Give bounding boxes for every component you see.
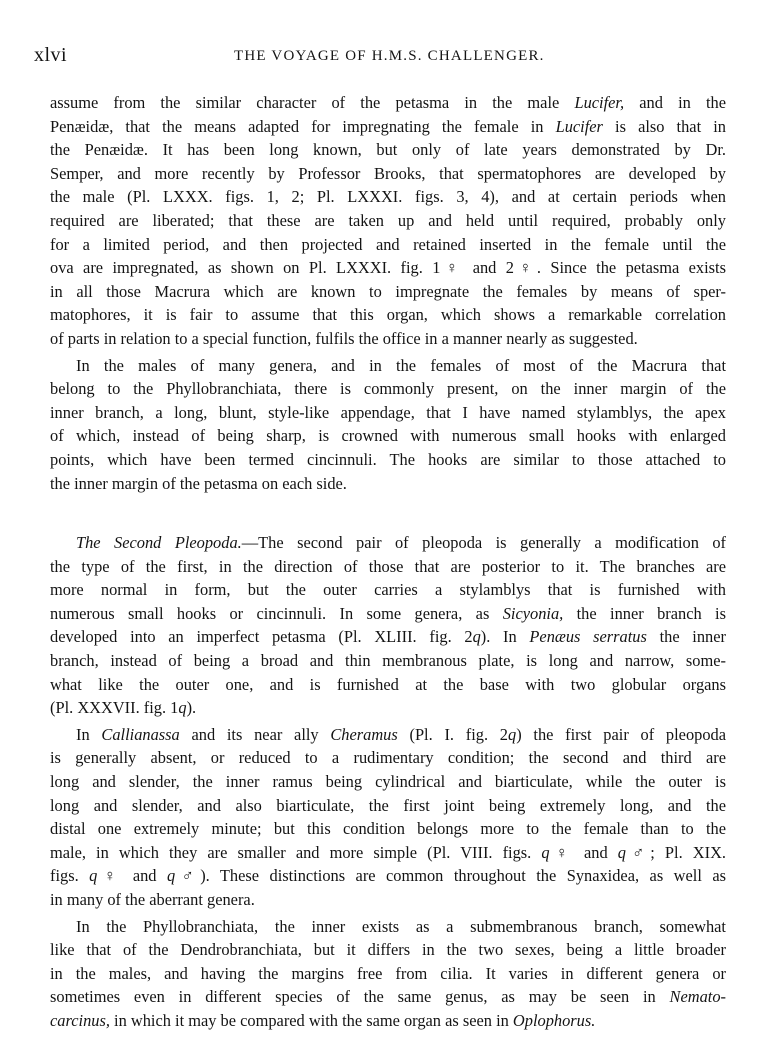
text-line (50, 91, 726, 115)
text-segment: In the Phyllobranchiata, the inner exists as a submembranous branch, somewhat (76, 916, 726, 936)
italic-term: q (508, 724, 517, 744)
petasma-paragraph (50, 91, 726, 351)
text-line (50, 746, 726, 770)
italic-term: q (89, 866, 98, 886)
italic-term: q (178, 698, 187, 718)
text-segment: what like the outer one, and is furnished at the base with two globular organs (50, 674, 726, 694)
text-segment: matophores, it is fair to assume that this organ, which shows a remarkable correlation (50, 305, 726, 325)
page-number: xlvi (34, 44, 68, 66)
text-segment: is also that in (602, 116, 726, 136)
italic-term: Nemato- (669, 987, 726, 1007)
text-line (50, 472, 726, 496)
text-line (50, 578, 726, 602)
text-line (50, 723, 726, 747)
text-segment: is generally absent, or reduced to a rudimentary condition; the second and third are (50, 748, 726, 768)
text-line (50, 625, 726, 649)
text-segment: branch, instead of being a broad and thin membranous plate, is long and narrow, some- (50, 651, 726, 671)
text-line (50, 770, 726, 794)
text-segment: the inner (646, 627, 726, 647)
text-line (50, 985, 726, 1009)
text-segment: and its near ally (179, 724, 331, 744)
italic-term: q (166, 866, 176, 886)
text-line (50, 162, 726, 186)
text-segment: required are liberated; that these are taken up and held until required, probably only (50, 210, 726, 230)
text-segment: for a limited period, and then projected and retained inserted in the female until the (50, 234, 726, 254)
text-segment: distal one extremely minute; but this condition belongs more to the female than to the (50, 819, 726, 839)
text-segment: numerous small hooks or cincinnuli. In some genera, as (50, 603, 503, 623)
text-segment: and in the (624, 93, 726, 112)
text-segment: in the males, and having the margins free from cilia. It varies in different genera or (50, 963, 726, 983)
text-segment: in all those Macrura which are known to impregnate the females by means of sper- (50, 281, 726, 301)
italic-term: q (541, 842, 550, 862)
italic-term: Lucifer (555, 116, 603, 136)
text-line (50, 448, 726, 472)
text-line (50, 256, 726, 280)
text-segment: assume from the similar character of the petasma in the male (50, 93, 575, 112)
text-segment: Semper, and more recently by Professor Brooks, that spermatophores are developed by (50, 163, 726, 183)
text-segment: (Pl. I. fig. 2 (397, 724, 508, 744)
text-segment: the inner margin of the petasma on each side. (50, 473, 347, 493)
text-line (50, 280, 726, 304)
text-segment: the Penæidæ. It has been long known, but only of late years demonstrated by Dr. (50, 140, 726, 160)
italic-term: Cheramus (330, 724, 398, 744)
text-segment: belong to the Phyllobranchiata, there is commonly present, on the inner margin of the (50, 379, 726, 399)
text-segment: the type of the first, in the direction of those that are posterior to it. The branches are (50, 556, 726, 576)
italic-term: Penæus serratus (529, 627, 647, 647)
text-segment: ♂). These distinctions are common throughout the Synaxidea, as well as (175, 866, 726, 886)
text-segment: of parts in relation to a special function, fulfils the office in a manner nearly as suggested. (50, 328, 638, 348)
text-segment: Penæidæ, that the means adapted for impregnating the female in (50, 116, 556, 136)
italic-term: Sicyonia, (502, 603, 564, 623)
text-line (50, 233, 726, 257)
italic-term: q (617, 842, 626, 862)
text-line (50, 303, 726, 327)
text-segment: ♀ and (97, 866, 167, 886)
text-line (50, 138, 726, 162)
page-header (34, 44, 744, 74)
text-line (50, 696, 726, 720)
text-line (50, 794, 726, 818)
italic-term: Lucifer, (574, 93, 625, 112)
text-segment: in which it may be compared with the same organ as seen in (109, 1010, 513, 1030)
text-line (50, 401, 726, 425)
text-segment: male, in which they are smaller and more simple (Pl. VIII. figs. (50, 842, 542, 862)
text-line (50, 115, 726, 139)
text-line (50, 424, 726, 448)
text-segment: ♀ and (549, 842, 618, 862)
text-line (50, 531, 726, 555)
text-line (50, 602, 726, 626)
text-line (50, 888, 726, 912)
text-segment: the male (Pl. LXXX. figs. 1, 2; Pl. LXXXI. figs. 3, 4), and at certain periods when (50, 187, 726, 207)
text-segment: like that of the Dendrobranchiata, but it differs in the two sexes, being a little broader (50, 940, 726, 960)
text-segment: inner branch, a long, blunt, style-like appendage, that I have named stylamblys, the apex (50, 402, 726, 422)
text-segment: —The second pair of pleopoda is generally a modification of (241, 533, 726, 553)
text-segment: more normal in form, but the outer carries a stylamblys that is furnished with (50, 580, 726, 600)
text-segment: ). In (480, 627, 530, 647)
text-segment: the inner branch is (563, 603, 726, 623)
text-segment: ♂; Pl. XIX. (625, 842, 726, 862)
text-line (50, 938, 726, 962)
running-title: THE VOYAGE OF H.M.S. CHALLENGER. (234, 48, 545, 64)
text-segment: points, which have been termed cincinnuli. The hooks are similar to those attached to (50, 449, 726, 469)
text-line (50, 864, 726, 888)
body-text (50, 91, 726, 1033)
text-line (50, 962, 726, 986)
text-segment: in many of the aberrant genera. (50, 890, 255, 909)
italic-term: q (472, 627, 481, 647)
text-segment: ) the first pair of pleopoda (516, 724, 726, 744)
text-line (50, 377, 726, 401)
paragraph-gap (50, 495, 726, 531)
text-segment: long and slender, the inner ramus being cylindrical and biarticulate, while the outer is (50, 772, 726, 792)
text-line (50, 915, 726, 939)
second-pleopoda-paragraph (50, 531, 726, 720)
text-segment: ). (186, 698, 197, 718)
text-line (50, 1009, 726, 1033)
text-line (50, 649, 726, 673)
text-segment: figs. (50, 866, 90, 886)
text-segment: of which, instead of being sharp, is crowned with numerous small hooks with enlarged (50, 426, 726, 446)
text-line (50, 817, 726, 841)
text-line (50, 673, 726, 697)
text-line (50, 209, 726, 233)
text-segment: In the males of many genera, and in the females of most of the Macrura that (76, 355, 726, 375)
italic-term: The Second Pleopoda. (76, 533, 242, 553)
text-line (50, 354, 726, 378)
text-line (50, 841, 726, 865)
text-segment: sometimes even in different species of the same genus, as may be seen in (50, 987, 670, 1007)
italic-term: Callianassa (101, 724, 180, 744)
stylamblys-paragraph (50, 354, 726, 496)
text-segment: (Pl. XXXVII. fig. 1 (50, 698, 179, 718)
text-line (50, 327, 726, 351)
italic-term: carcinus, (50, 1010, 110, 1030)
italic-term: Oplophorus. (512, 1010, 596, 1030)
text-segment: developed into an imperfect petasma (Pl. XLIII. fig. 2 (50, 627, 473, 647)
text-segment: long and slender, and also biarticulate, the first joint being extremely long, and the (50, 795, 726, 815)
phyllobranchiata-paragraph (50, 915, 726, 1033)
text-segment: In (76, 724, 102, 744)
callianassa-paragraph (50, 723, 726, 912)
text-segment: ova are impregnated, as shown on Pl. LXXXI. fig. 1♀ and 2♀. Since the petasma exists (50, 258, 726, 278)
text-line (50, 555, 726, 579)
text-line (50, 185, 726, 209)
